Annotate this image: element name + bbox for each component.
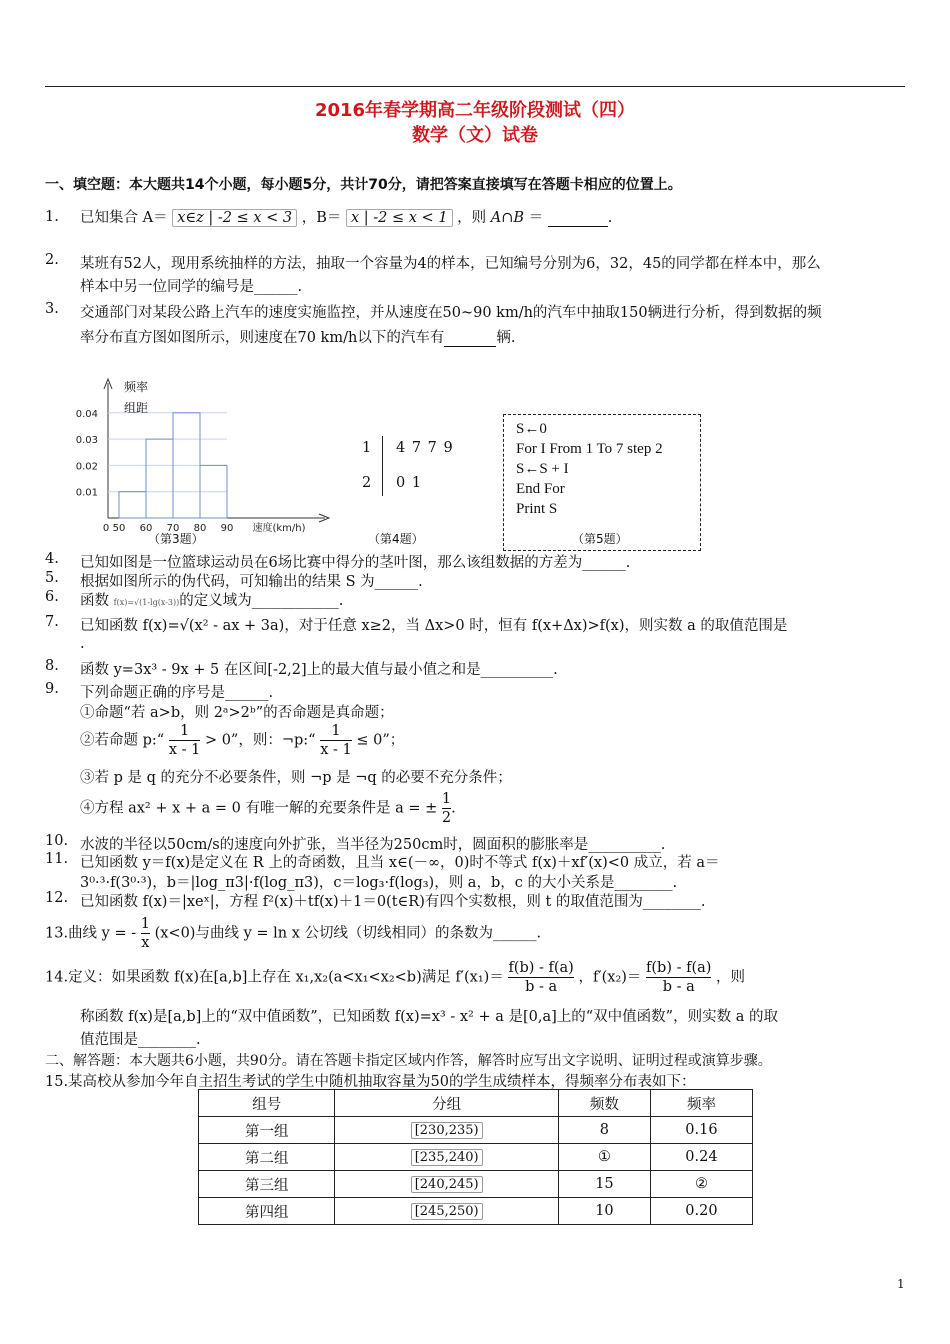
q9-item4 [80, 790, 456, 827]
hist-xtick-label: 60 [139, 523, 153, 534]
q2-line2: 样本中另一位同学的编号是______. [80, 279, 303, 295]
q2-line1: 某班有52人，现用系统抽样的方法，抽取一个容量为4的样本，已知编号分别为6，32，45的同学都在样本中，那么 [80, 256, 821, 272]
table-cell: 0.20 [650, 1198, 752, 1225]
table-cell: ① [558, 1144, 650, 1171]
q4-text: 已知如图是一位篮球运动员在6场比赛中得分的茎叶图，那么该组数据的方差为______. [80, 555, 631, 571]
table-cell: ② [650, 1171, 752, 1198]
q9-number: 9. [45, 681, 59, 697]
code-line-3: S←S + I [516, 461, 569, 477]
q14-line1-mid: ，f′(x₂)＝ [578, 969, 642, 986]
hist-xtick-label: 0 [102, 523, 110, 534]
q3-number: 3. [45, 301, 59, 317]
q9-frac2-den: x - 1 [320, 742, 352, 758]
interval: [235,240) [411, 1149, 483, 1166]
q7-number: 7. [45, 614, 59, 630]
stemleaf-stem-2: 2 [362, 475, 372, 491]
table-header: 分组 [335, 1090, 559, 1117]
q9-item4-pre: ④方程 ax² + x + a = 0 有唯一解的充要条件是 a = ± [80, 800, 438, 817]
q10-number: 10. [45, 833, 69, 849]
q14-frac1-den: b - a [508, 977, 573, 996]
q9-item2-mid: > 0”，则：¬p:“ [204, 732, 316, 749]
q1-blank [548, 210, 608, 227]
table-row [199, 1171, 753, 1198]
q12-text: 已知函数 f(x)＝|xeˣ|，方程 f²(x)＋tf(x)＋1＝0(t∈R)有四个实数根，则 t 的取值范围为________. [80, 894, 706, 910]
q6-pre: 函数 [80, 593, 109, 609]
q1-mid: ，B＝ [301, 210, 342, 226]
q9-frac1-num: 1 [179, 723, 190, 739]
table-header: 频率 [650, 1090, 752, 1117]
q6-number: 6. [45, 589, 59, 605]
code-line-4: End For [516, 481, 565, 497]
q14-frac1-num: f(b) - f(a) [508, 960, 574, 976]
table-cell: 第四组 [199, 1198, 335, 1225]
hist-xtick-label: 70 [166, 523, 180, 534]
hist-ytick-label: 0.03 [75, 435, 98, 447]
hist-xtick-label: 50 [112, 523, 126, 534]
q3-line2 [80, 326, 515, 347]
q3-line1: 交通部门对某段公路上汽车的速度实施监控，并从速度在50~90 km/h的汽车中抽取150辆进行分析，得到数据的频 [80, 305, 822, 321]
exam-title: 2016年春学期高二年级阶段测试（四） [314, 100, 636, 121]
q14-line1-pre: 定义：如果函数 f(x)在[a,b]上存在 x₁,x₂(a<x₁<x₂<b)满足 f′(x₁)＝ [68, 969, 504, 986]
hist-ytick-label: 0.04 [75, 408, 98, 420]
q6-text [80, 589, 343, 610]
q9-item3: ③若 p 是 q 的充分不必要条件，则 ¬p 是 ¬q 的必要不充分条件； [80, 770, 512, 786]
code-line-1: S←0 [516, 421, 547, 437]
q2-number: 2. [45, 252, 59, 268]
table-cell: 8 [558, 1117, 650, 1144]
q1-post: ，则 [457, 210, 487, 226]
table-cell: 0.16 [650, 1117, 752, 1144]
hist-ylabel-top: 频率 [124, 380, 149, 394]
hist-ytick-label: 0.01 [75, 487, 98, 499]
table-cell: 15 [558, 1171, 650, 1198]
q7-text: 已知函数 f(x)=√(x² - ax + 3a)，对于任意 x≥2，当 Δx>0 时，恒有 f(x+Δx)>f(x)，则实数 a 的取值范围是 [80, 618, 788, 634]
q14-line2: 称函数 f(x)是[a,b]上的“双中值函数”，已知函数 f(x)=x³ - x² + a 是[0,a]上的“双中值函数”，则实数 a 的取 [80, 1009, 778, 1025]
q13-frac [141, 915, 150, 952]
q1-number: 1. [45, 209, 59, 225]
hist-bar [119, 492, 146, 518]
table-cell: 10 [558, 1198, 650, 1225]
hist-bar [146, 439, 173, 518]
section1-heading: 一、填空题：本大题共14个小题，每小题5分，共计70分，请把答案直接填写在答题卡相应的位置上。 [45, 177, 682, 193]
q1-text [80, 206, 612, 227]
table-cell [335, 1171, 559, 1198]
q9-item2 [80, 722, 404, 759]
q13-pre: 曲线 y = - [68, 925, 137, 942]
stemleaf-divider [382, 436, 383, 496]
q11-line1: 已知函数 y＝f(x)是定义在 R 上的奇函数，且当 x∈(－∞，0)时不等式 f(x)＋xf′(x)<0 成立，若 a＝ [80, 855, 720, 871]
top-rule [45, 86, 905, 87]
figure4-caption: （第4题） [368, 532, 424, 546]
section2-heading: 二、解答题：本大题共6小题，共90分。请在答题卡指定区域内作答，解答时应写出文字说明、证明过程或演算步骤。 [45, 1053, 772, 1069]
figure3-caption: （第3题） [148, 532, 204, 546]
q9-item4-frac-num: 1 [441, 791, 452, 807]
q9-item2-pre: ②若命题 p:“ [80, 732, 165, 749]
q13-number: 13. [45, 925, 69, 942]
q14-frac2 [646, 959, 711, 996]
stemleaf-leaves-1: 4 7 7 9 [396, 440, 454, 456]
q1-end: . [607, 210, 613, 226]
q14-frac1 [508, 959, 573, 996]
q9-item1: ①命题“若 a>b，则 2ᵃ>2ᵇ”的否命题是真命题； [80, 705, 394, 721]
q5-number: 5. [45, 570, 59, 586]
q7-line2: . [80, 636, 85, 652]
stemleaf-stem-1: 1 [362, 440, 372, 456]
q8-number: 8. [45, 658, 59, 674]
q14-number: 14. [45, 969, 69, 986]
table-cell [335, 1117, 559, 1144]
q1-setB: x | -2 ≤ x < 1 [346, 209, 453, 227]
table-cell: 第一组 [199, 1117, 335, 1144]
q1-tail: ＝ [528, 210, 544, 226]
q9-frac2-num: 1 [331, 723, 341, 739]
table-row [199, 1144, 753, 1171]
hist-ylabel-bottom: 组距 [124, 401, 149, 415]
frequency-table [198, 1089, 753, 1225]
q9-item2-frac1 [169, 722, 201, 759]
figure5-caption: （第5题） [572, 532, 628, 546]
table-cell: 0.24 [650, 1144, 752, 1171]
interval: [245,250) [411, 1203, 483, 1220]
table-cell: 第二组 [199, 1144, 335, 1171]
q10-text: 水波的半径以50cm/s的速度向外扩张，当半径为250cm时，圆面积的膨胀率是__________. [80, 837, 666, 853]
q13-frac-num: 1 [140, 916, 150, 932]
q3-line2-text: 率分布直方图如图所示，则速度在70 km/h以下的汽车有 [80, 330, 445, 346]
hist-xtick-label: 80 [193, 523, 207, 534]
code-line-2: For I From 1 To 7 step 2 [516, 441, 663, 457]
hist-xlabel: 速度(km/h) [252, 523, 306, 534]
q13-text [45, 915, 541, 952]
q12-number: 12. [45, 890, 69, 906]
q6-post: 的定义域为____________. [179, 593, 344, 609]
q9-item4-frac [442, 790, 451, 827]
hist-xtick-label: 90 [220, 523, 234, 534]
exam-subtitle: 数学（文）试卷 [412, 125, 538, 146]
stemleaf-leaves-2: 0 1 [396, 475, 423, 491]
table-row [199, 1198, 753, 1225]
q8-text: 函数 y=3x³ - 9x + 5 在区间[-2,2]上的最大值与最小值之和是__________. [80, 662, 558, 678]
q3-blank [444, 330, 496, 347]
q15-text: 15.某高校从参加今年自主招生考试的学生中随机抽取容量为50的学生成绩样本，得频率分布表如下： [45, 1074, 696, 1090]
page-number: 1 [897, 1277, 905, 1291]
q4-number: 4. [45, 551, 59, 567]
q6-formula: f(x)=√(1-lg(x-3)) [113, 598, 180, 607]
q1-pre: 已知集合 A＝ [80, 210, 168, 226]
q13-frac-den: x [141, 935, 150, 951]
q11-number: 11. [45, 851, 69, 867]
q9-item4-end: . [451, 800, 456, 817]
q5-text: 根据如图所示的伪代码，可知输出的结果 S 为______. [80, 574, 423, 590]
code-line-5: Print S [516, 501, 558, 517]
q11-line2: 3⁰·³·f(3⁰·³)，b＝|log_π3|·f(log_π3)，c＝log₃·f(log₃)，则 a，b，c 的大小关系是________. [80, 875, 678, 891]
table-row [199, 1117, 753, 1144]
table-cell [335, 1198, 559, 1225]
q14-line1 [45, 959, 745, 996]
q1-expr: A∩B [490, 210, 525, 226]
q14-line1-end: ，则 [716, 969, 746, 986]
table-cell [335, 1144, 559, 1171]
q3-line2-end: 辆. [496, 330, 516, 346]
q9-item2-frac2 [320, 722, 352, 759]
q14-line3: 值范围是________. [80, 1032, 201, 1048]
histogram-figure3 [70, 375, 350, 565]
interval: [230,235) [411, 1122, 483, 1139]
q1-setA: x∈z | -2 ≤ x < 3 [172, 209, 297, 227]
table-header: 频数 [558, 1090, 650, 1117]
q14-frac2-num: f(b) - f(a) [646, 960, 712, 976]
q14-frac2-den: b - a [646, 977, 711, 996]
interval: [240,245) [411, 1176, 483, 1193]
table-cell: 第三组 [199, 1171, 335, 1198]
q9-item4-frac-den: 2 [441, 810, 452, 826]
q9-frac1-den: x - 1 [168, 742, 201, 758]
table-header-row [199, 1090, 753, 1117]
table-header: 组号 [199, 1090, 335, 1117]
q13-post: (x<0)与曲线 y = ln x 公切线（切线相同）的条数为______. [154, 925, 542, 942]
hist-ytick-label: 0.02 [75, 461, 98, 473]
q9-item2-end: ≤ 0”； [356, 732, 405, 749]
q9-text: 下列命题正确的序号是______. [80, 685, 274, 701]
